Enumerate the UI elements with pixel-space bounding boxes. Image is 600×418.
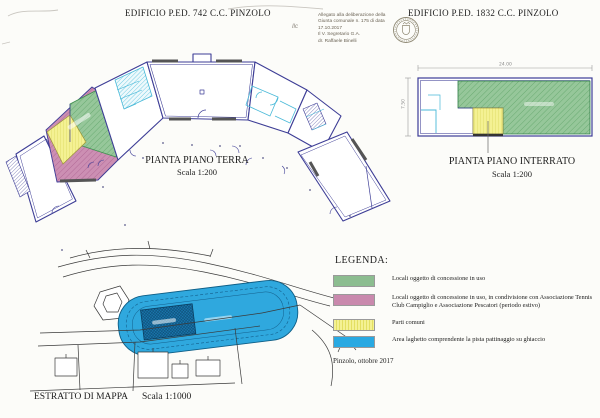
handwritten-initials: Ilc bbox=[292, 24, 298, 30]
legend-label: Locali oggetto di concessione in uso bbox=[392, 275, 486, 282]
stamp-line: 17.10.2017 bbox=[318, 25, 343, 31]
legend-swatch-green bbox=[333, 275, 375, 287]
interrato-plan-title: PIANTA PIANO INTERRATO bbox=[448, 156, 576, 167]
stamp-line: Giunta comunale n. 175 di data bbox=[318, 19, 385, 25]
stamp-line: Il V. Segretario G.A. bbox=[318, 32, 361, 38]
lake-and-rink bbox=[115, 277, 301, 358]
plan-interrato-drawing bbox=[401, 62, 593, 154]
stamp-line: dr. Raffaele Binelli bbox=[318, 38, 357, 44]
legend-item-shared-concession bbox=[333, 294, 598, 310]
legend-item-concession bbox=[333, 275, 598, 287]
interrato-height-dimension: 7.50 bbox=[401, 98, 407, 109]
map-title: ESTRATTO DI MAPPA bbox=[34, 392, 128, 402]
legend-swatch-blue bbox=[333, 336, 375, 348]
map-drawing bbox=[30, 241, 356, 391]
terra-plan-scale: Scala 1:200 bbox=[177, 167, 217, 177]
legend-swatch-pink bbox=[333, 294, 375, 306]
map-scale: Scala 1:1000 bbox=[141, 392, 192, 402]
approval-stamp bbox=[318, 13, 398, 45]
plan-terra-drawing bbox=[6, 54, 390, 251]
legend-footer-date: Pinzolo, ottobre 2017 bbox=[333, 357, 394, 365]
legend-item-common-parts bbox=[333, 319, 598, 331]
legend-label: Area laghetto comprendente la pista pattinaggio su ghiaccio bbox=[392, 336, 546, 343]
left-building-title: EDIFICIO P.ED. 742 C.C. PINZOLO bbox=[125, 8, 271, 18]
legend-label: Locali oggetto di concessione in uso, in condivisione con Associazione Tennis Club Campiglio e Associazione Pescatori (periodo estivo) bbox=[392, 294, 593, 309]
interrato-width-dimension: 24.00 bbox=[499, 62, 512, 68]
stamp-line: Allegato alla deliberazione della bbox=[318, 13, 386, 18]
map-caption bbox=[34, 392, 191, 402]
legend-heading: LEGENDA: bbox=[335, 255, 389, 266]
legend-item-lake-area bbox=[333, 336, 598, 348]
terra-plan-title: PIANTA PIANO TERRA bbox=[145, 155, 249, 166]
legend-label: Parti comuni bbox=[392, 319, 425, 326]
right-building-title: EDIFICIO P.ED. 1832 C.C. PINZOLO bbox=[408, 8, 559, 18]
interrato-plan-scale: Scala 1:200 bbox=[492, 169, 532, 179]
legend-swatch-yellow bbox=[333, 319, 375, 331]
